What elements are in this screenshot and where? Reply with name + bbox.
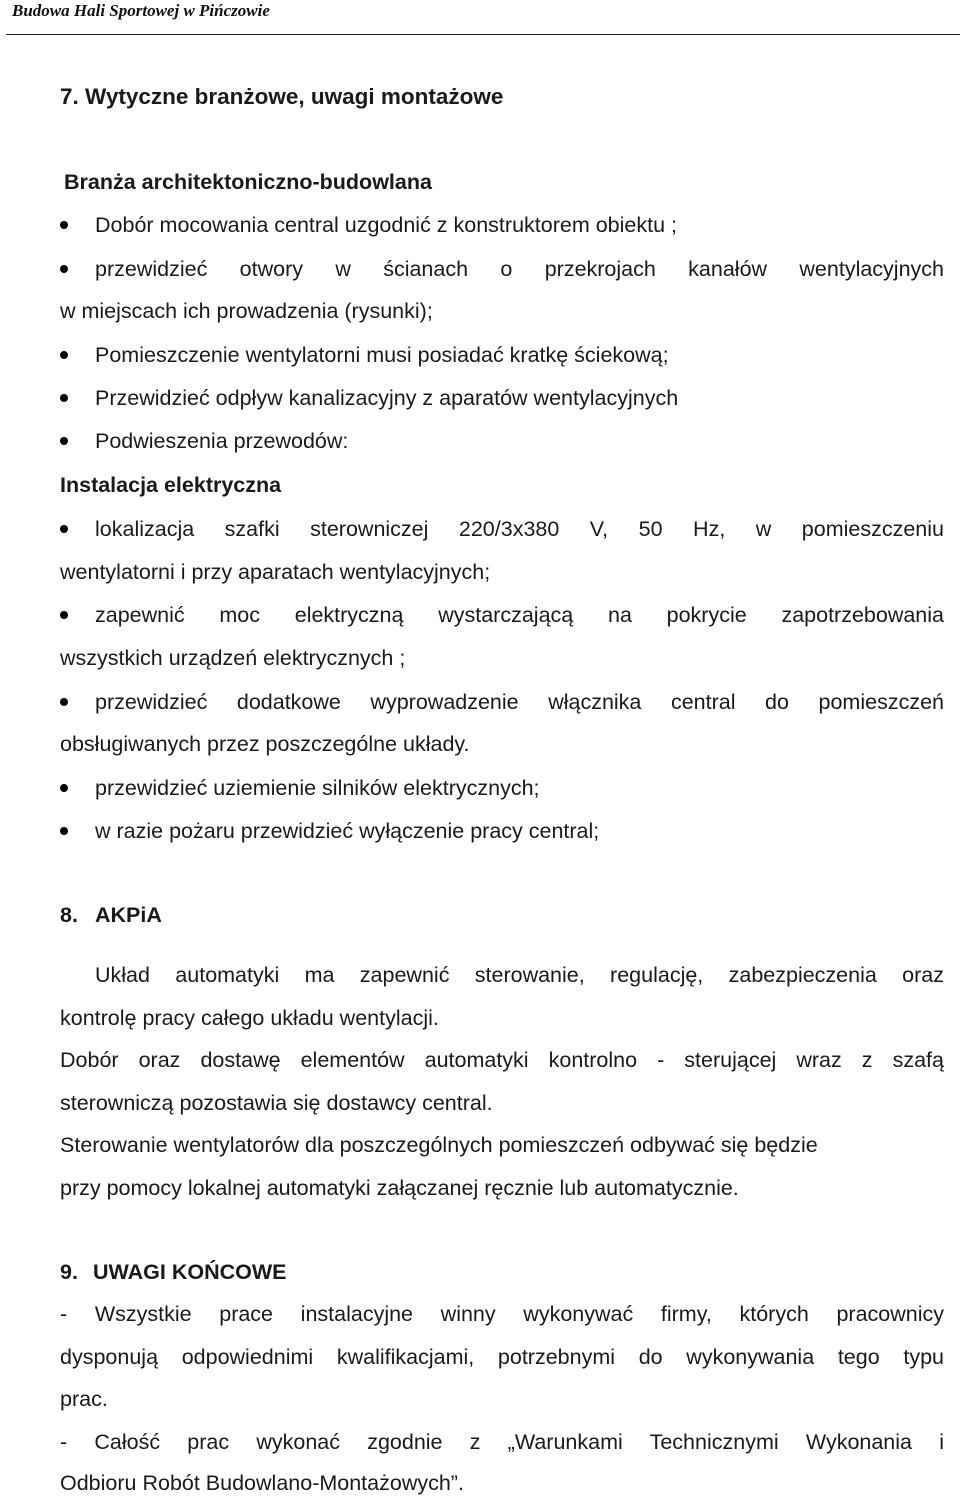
arch-item-2: przewidzieć otwory w ścianach o przekrojach kanałów wentylacyjnych bbox=[95, 257, 944, 281]
bullet-icon bbox=[60, 525, 68, 533]
elec-heading: Instalacja elektryczna bbox=[60, 473, 282, 497]
elec-item-1: lokalizacja szafki sterowniczej 220/3x380 V, 50 Hz, w pomieszczeniu bbox=[95, 517, 944, 541]
elec-item-3-cont: obsługiwanych przez poszczególne układy. bbox=[60, 732, 470, 756]
bullet-icon bbox=[60, 221, 68, 229]
arch-item-3: Pomieszczenie wentylatorni musi posiadać kratkę ściekową; bbox=[95, 343, 669, 367]
akpia-p1-line1: Układ automatyki ma zapewnić sterowanie, regulację, zabezpieczenia oraz bbox=[95, 963, 944, 987]
elec-item-5: w razie pożaru przewidzieć wyłączenie pracy central; bbox=[95, 819, 600, 843]
section-8-number: 8. bbox=[60, 903, 78, 927]
akpia-p3-line1: Sterowanie wentylatorów dla poszczególnych pomieszczeń odbywać się będzie bbox=[60, 1133, 818, 1157]
bullet-icon bbox=[60, 698, 68, 706]
remarks-p1-line3: prac. bbox=[60, 1387, 108, 1411]
elec-item-2: zapewnić moc elektryczną wystarczającą na pokrycie zapotrzebowania bbox=[95, 603, 944, 627]
running-header: Budowa Hali Sportowej w Pińczowie bbox=[12, 1, 270, 20]
elec-item-1-cont: wentylatorni i przy aparatach wentylacyjnych; bbox=[60, 560, 491, 584]
akpia-p2-line2: sterowniczą pozostawia się dostawcy central. bbox=[60, 1091, 493, 1115]
bullet-icon bbox=[60, 437, 68, 445]
akpia-p1-line2: kontrolę pracy całego układu wentylacji. bbox=[60, 1006, 439, 1030]
remarks-p2-line1: - Całość prac wykonać zgodnie z „Warunkami Technicznymi Wykonania i bbox=[60, 1430, 944, 1454]
section-8-title: AKPiA bbox=[95, 903, 162, 927]
bullet-icon bbox=[60, 611, 68, 619]
bullet-icon bbox=[60, 265, 68, 273]
remarks-p1-line2: dysponują odpowiednimi kwalifikacjami, potrzebnymi do wykonywania tego typu bbox=[60, 1345, 944, 1369]
arch-item-2-cont: w miejscach ich prowadzenia (rysunki); bbox=[60, 299, 433, 323]
arch-heading: Branża architektoniczno-budowlana bbox=[64, 170, 432, 194]
elec-item-2-cont: wszystkich urządzeń elektrycznych ; bbox=[60, 646, 406, 670]
bullet-icon bbox=[60, 784, 68, 792]
section-7-title: 7. Wytyczne branżowe, uwagi montażowe bbox=[60, 84, 504, 109]
header-rule bbox=[6, 34, 960, 35]
akpia-p3-line2: przy pomocy lokalnej automatyki załączanej ręcznie lub automatycznie. bbox=[60, 1176, 739, 1200]
bullet-icon bbox=[60, 351, 68, 359]
bullet-icon bbox=[60, 394, 68, 402]
remarks-p1-line1: - Wszystkie prace instalacyjne winny wykonywać firmy, których pracownicy bbox=[60, 1302, 944, 1326]
section-9-number: 9. bbox=[60, 1260, 78, 1284]
elec-item-3: przewidzieć dodatkowe wyprowadzenie włącznika central do pomieszczeń bbox=[95, 690, 944, 714]
akpia-p2-line1: Dobór oraz dostawę elementów automatyki kontrolno - sterującej wraz z szafą bbox=[60, 1048, 944, 1072]
remarks-p2-line2: Odbioru Robót Budowlano-Montażowych”. bbox=[60, 1471, 464, 1495]
arch-item-1: Dobór mocowania central uzgodnić z konstruktorem obiektu ; bbox=[95, 213, 677, 237]
arch-item-5: Podwieszenia przewodów: bbox=[95, 429, 349, 453]
elec-item-4: przewidzieć uziemienie silników elektrycznych; bbox=[95, 776, 540, 800]
bullet-icon bbox=[60, 827, 68, 835]
section-9-title: UWAGI KOŃCOWE bbox=[93, 1260, 287, 1284]
arch-item-4: Przewidzieć odpływ kanalizacyjny z aparatów wentylacyjnych bbox=[95, 386, 679, 410]
